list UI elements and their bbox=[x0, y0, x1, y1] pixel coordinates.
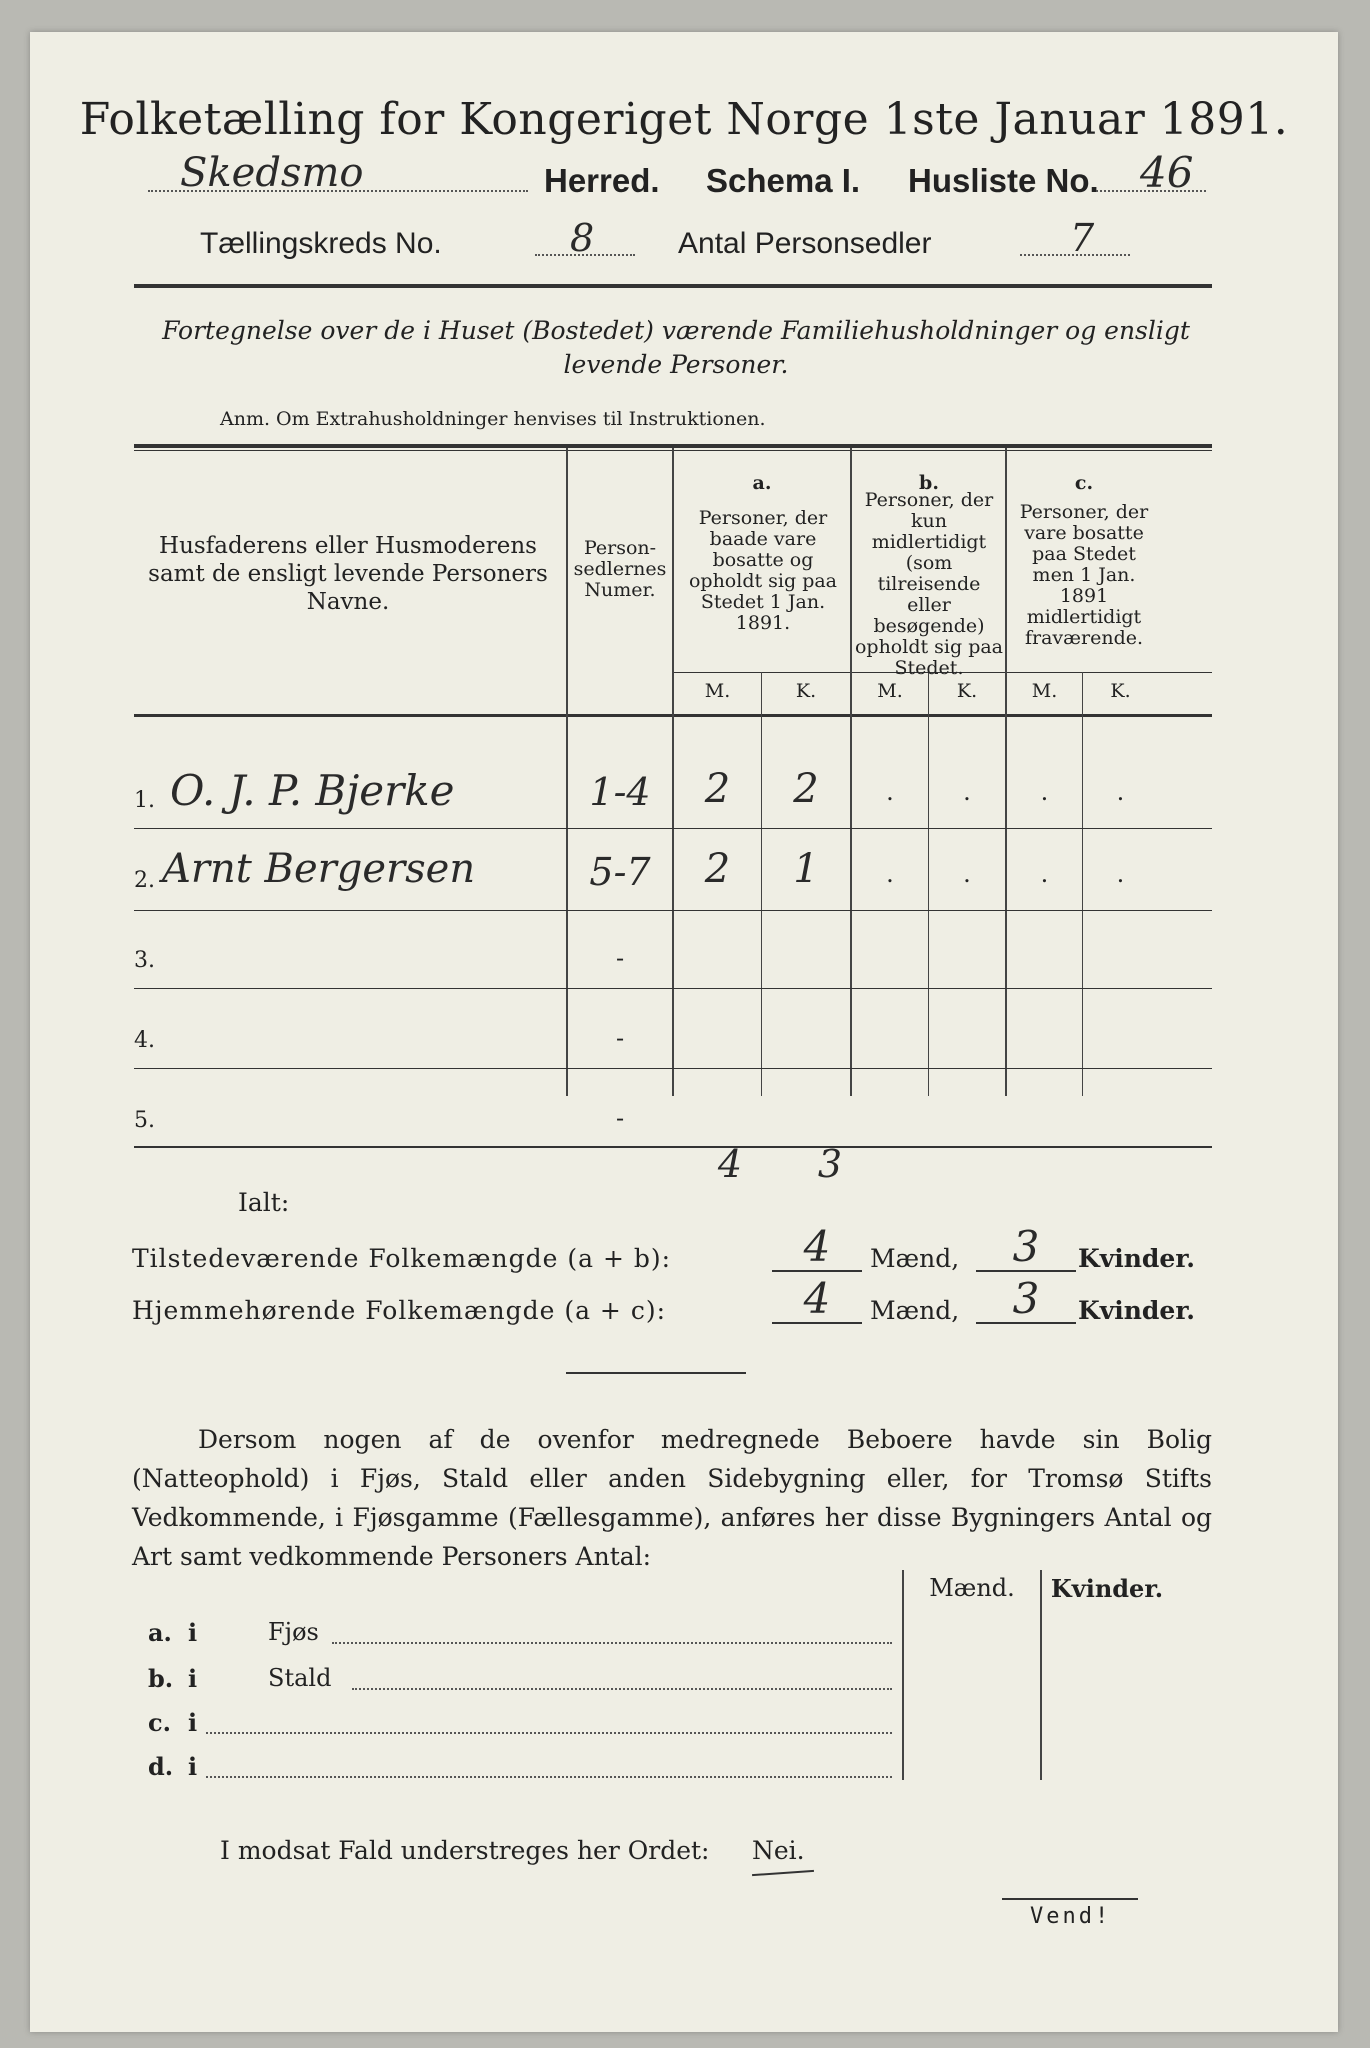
col-divider-names bbox=[566, 448, 568, 1096]
outbuilding-dotline bbox=[206, 1776, 892, 1778]
outbuildings-text: Dersom nogen af de ovenfor medregnede Beboere havde sin Bolig (Natteophold) i Fjøs, Stald eller anden Sidebygning eller, for Tromsø Stifts Vedkommende, i Fjøsgamme (Fællesgamme), anføres her disse Bygningers Antal og Art samt vedkommende Personers Antal: bbox=[132, 1425, 1212, 1571]
kreds-value: 8 bbox=[570, 216, 595, 260]
outbuilding-label: Fjøs bbox=[268, 1618, 319, 1646]
row-c-m: . bbox=[1040, 860, 1049, 888]
row-b-m: . bbox=[886, 860, 894, 888]
col-divider-ab bbox=[850, 448, 852, 1096]
outbuilding-label: Stald bbox=[268, 1664, 332, 1692]
col-header-a: Personer, der baade vare bosatte og opholdt sig paa Stedet 1 Jan. 1891. bbox=[688, 507, 838, 634]
totals-k: 3 bbox=[817, 1142, 843, 1186]
row-b-k: . bbox=[963, 860, 971, 888]
hjemme-maend: Mænd, bbox=[870, 1296, 960, 1325]
a-k-header: K. bbox=[795, 680, 817, 702]
row-a-m: 2 bbox=[704, 766, 731, 812]
row-number: 2. bbox=[134, 868, 155, 893]
row-numer: - bbox=[615, 1104, 625, 1132]
outbuilding-dotline bbox=[352, 1688, 892, 1690]
outbuilding-i: i bbox=[188, 1708, 198, 1737]
herred-value: Skedsmo bbox=[180, 150, 364, 196]
tilstede-maend: Mænd, bbox=[870, 1244, 960, 1273]
b-m-header: M. bbox=[877, 680, 903, 702]
row-name: O. J. P. Bjerke bbox=[170, 766, 455, 815]
col-header-c: Personer, der vare bosatte paa Stedet men 1 Jan. 1891 midlertidigt fraværende. bbox=[1019, 501, 1149, 649]
outbuilding-i: i bbox=[188, 1752, 198, 1781]
col-divider-bc bbox=[1005, 448, 1007, 1096]
nei-underline bbox=[752, 1870, 814, 1876]
hjemme-kvinder: Kvinder. bbox=[1078, 1296, 1195, 1325]
outbuilding-dotline bbox=[206, 1732, 892, 1734]
col-header-b: Personer, der kun midlertidigt (som tilreisende eller besøgende) opholdt sig paa Stedet. bbox=[854, 489, 1004, 679]
census-form-page bbox=[30, 32, 1338, 2032]
schema-label: Schema I. bbox=[706, 162, 861, 199]
herred-label: Herred. bbox=[544, 162, 660, 199]
section-separator bbox=[566, 1372, 746, 1374]
col-header-names: Husfaderens eller Husmoderens samt de ensligt levende Personers Navne. bbox=[148, 533, 548, 615]
row-divider bbox=[134, 1068, 1212, 1069]
row-numer: - bbox=[615, 1024, 625, 1052]
vend-label: Vend! bbox=[1030, 1904, 1112, 1929]
form-title: Folketælling for Kongeriget Norge 1ste Januar 1891. bbox=[79, 94, 1289, 145]
husliste-label: Husliste No. bbox=[908, 162, 1099, 199]
intro-text: Fortegnelse over de i Huset (Bostedet) værende Familiehusholdninger og ensligt levende Personer. bbox=[162, 316, 1190, 379]
row-c-m: . bbox=[1040, 778, 1049, 806]
a-m-header: M. bbox=[704, 680, 731, 702]
ialt-label: Ialt: bbox=[238, 1188, 290, 1217]
outbuilding-dotline bbox=[332, 1642, 892, 1644]
outbuilding-letter: d. bbox=[148, 1752, 174, 1781]
outbuildings-maend-head: Mænd. bbox=[929, 1574, 1015, 1602]
header-rule bbox=[134, 284, 1212, 288]
row-a-k: 1 bbox=[793, 846, 819, 892]
row-c-k: . bbox=[1116, 778, 1125, 806]
outbuilding-i: i bbox=[188, 1618, 198, 1647]
c-k-header: K. bbox=[1110, 680, 1131, 702]
row-numer: 5-7 bbox=[589, 850, 651, 894]
c-m-header: M. bbox=[1031, 680, 1058, 702]
outbuilding-letter: b. bbox=[148, 1664, 174, 1693]
row-number: 3. bbox=[134, 948, 155, 973]
outbuilding-letter: c. bbox=[148, 1708, 171, 1737]
row-number: 1. bbox=[134, 788, 155, 813]
anm-note: Anm. Om Extrahusholdninger henvises til Instruktionen. bbox=[220, 408, 766, 430]
col-a-letter: a. bbox=[752, 472, 772, 494]
row-a-m: 2 bbox=[704, 846, 731, 892]
table-bottom-rule bbox=[134, 1146, 1212, 1148]
row-numer: - bbox=[615, 944, 625, 972]
hjemme-k: 3 bbox=[1012, 1274, 1040, 1323]
b-k-header: K. bbox=[956, 680, 978, 702]
outbuilding-i: i bbox=[188, 1664, 198, 1693]
personsedler-label: Antal Personsedler bbox=[678, 227, 932, 260]
outbuilding-letter: a. bbox=[148, 1618, 172, 1647]
row-numer: 1-4 bbox=[589, 770, 651, 814]
col-header-numer: Person-sedlernes Numer. bbox=[573, 537, 667, 601]
hjemme-m: 4 bbox=[803, 1274, 831, 1323]
row-a-k: 2 bbox=[793, 766, 819, 812]
kreds-label: Tællingskreds No. bbox=[200, 227, 442, 260]
row-divider bbox=[134, 910, 1212, 911]
tilstede-label: Tilstedeværende Folkemængde (a + b): bbox=[132, 1244, 672, 1273]
personsedler-value: 7 bbox=[1070, 216, 1095, 260]
col-c-letter: c. bbox=[1074, 472, 1094, 494]
row-divider bbox=[134, 988, 1212, 989]
totals-m: 4 bbox=[717, 1142, 743, 1186]
row-b-k: . bbox=[963, 778, 971, 806]
vend-rule bbox=[1002, 1898, 1138, 1900]
modsat-text: I modsat Fald understreges her Ordet: bbox=[220, 1836, 710, 1865]
row-divider bbox=[134, 828, 1212, 829]
husliste-value: 46 bbox=[1140, 148, 1194, 197]
outbuildings-kvinder-head: Kvinder. bbox=[1050, 1574, 1164, 1603]
modsat-word: Nei. bbox=[752, 1836, 805, 1865]
row-number: 5. bbox=[134, 1108, 155, 1133]
tilstede-m: 4 bbox=[803, 1222, 831, 1271]
row-name: Arnt Bergersen bbox=[162, 846, 476, 892]
hjemme-label: Hjemmehørende Folkemængde (a + c): bbox=[132, 1296, 666, 1325]
row-c-k: . bbox=[1116, 860, 1125, 888]
col-b-letter: b. bbox=[919, 472, 939, 494]
row-b-m: . bbox=[886, 778, 894, 806]
row-number: 4. bbox=[134, 1028, 155, 1053]
tilstede-k: 3 bbox=[1012, 1222, 1040, 1271]
tilstede-kvinder: Kvinder. bbox=[1078, 1244, 1195, 1273]
